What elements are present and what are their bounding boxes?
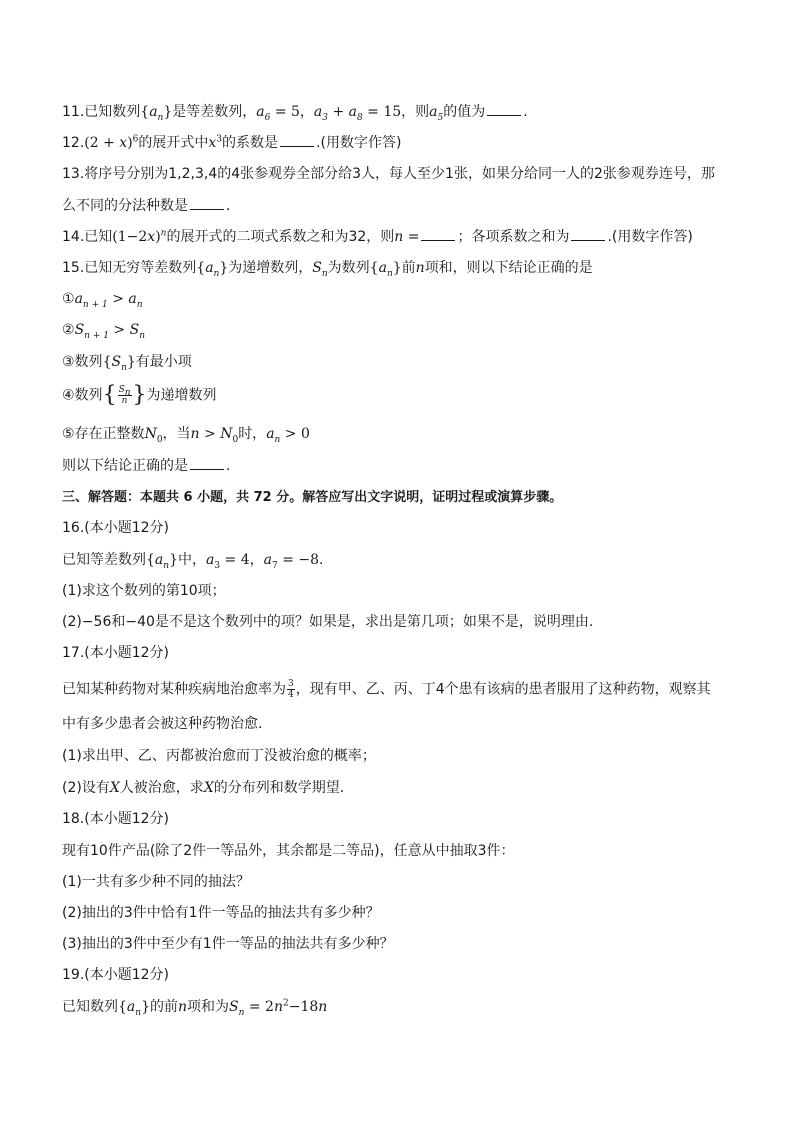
math: $a_n > 0$ <box>266 426 310 445</box>
question-19-stem <box>62 997 734 1017</box>
text: 的系数是 <box>222 135 279 151</box>
math: $n > N_0$ <box>190 426 239 445</box>
option-5 <box>62 424 734 444</box>
text: 么不同的分法种数是 <box>62 198 188 214</box>
text: ；各项系数之和为 <box>457 229 570 245</box>
question-17-part-2 <box>62 778 734 798</box>
text: 已知某种药物对某种疾病地治愈率为 <box>62 681 286 698</box>
text: ，现有甲、乙、丙、丁4个患有该病的患者服用了这种药物，观察其 <box>295 681 711 698</box>
option-1 <box>62 289 734 309</box>
question-16-heading: 16.(本小题12分) <box>62 520 170 536</box>
question-number: 12. <box>62 135 85 151</box>
text: 已知数列 <box>84 104 141 120</box>
math: n <box>178 999 188 1015</box>
section-heading: 三、解答题：本题共 6 小题，共 72 分。解答应写出文字说明，证明过程或演算步骤。 <box>62 490 563 505</box>
math-a6: $a_6 = 5$ <box>256 104 300 123</box>
text: .(用数字作答) <box>316 135 402 151</box>
question-15-tail <box>62 456 734 476</box>
fraction-numerator: 3 <box>288 679 294 689</box>
question-16-stem <box>62 550 734 570</box>
math-n-eq: n = <box>394 229 420 245</box>
text: ， <box>299 104 314 120</box>
option-2 <box>62 320 734 340</box>
text: (2)设有 <box>62 780 110 796</box>
question-13-line-2 <box>62 196 734 216</box>
text: . <box>523 104 528 120</box>
math-binomial: $(2 + x)^6$ <box>84 134 139 151</box>
math-seq: $\{a_n\}$ <box>146 552 178 571</box>
text: 前 <box>401 260 416 276</box>
question-number: 15. <box>62 260 85 276</box>
math: $S_{n + 1} > S_n$ <box>74 322 145 341</box>
text: 为数列 <box>327 260 370 276</box>
text: 的前 <box>150 999 178 1015</box>
answer-blank <box>487 103 521 116</box>
text: ， <box>249 552 264 568</box>
text: 的展开式中 <box>138 135 209 151</box>
text: 已知数列 <box>62 999 118 1015</box>
question-15 <box>62 258 734 278</box>
math-fraction: $\frac{S_n}{n}$ <box>118 385 131 406</box>
text: 则以下结论正确的是 <box>62 458 188 474</box>
text: 项和为 <box>187 999 230 1015</box>
answer-blank <box>190 197 224 210</box>
question-18-heading: 18.(本小题12分) <box>62 811 170 827</box>
question-17-stem-line-2: 中有多少患者会被这种药物治愈. <box>62 716 263 732</box>
text: 已知等差数列 <box>62 552 146 568</box>
question-number: 11. <box>62 104 85 120</box>
text: ，则 <box>401 104 430 120</box>
text: 为递增数列 <box>146 387 217 404</box>
text: 的展开式的二项式系数之和为32，则 <box>166 229 395 245</box>
math-seq: $\{a_n\}$ <box>140 104 173 123</box>
question-18-part-2: (2)抽出的3件中恰有1件一等品的抽法共有多少种？ <box>62 905 380 921</box>
math-sn: $S_n$ <box>312 260 328 279</box>
text: ② <box>62 322 75 338</box>
math-brace: } <box>132 382 147 408</box>
fraction-denominator: 4 <box>288 690 294 700</box>
text: ④数列 <box>62 387 103 404</box>
text: ⑤存在正整数 <box>62 426 145 442</box>
question-number: 14. <box>62 229 85 245</box>
answer-blank <box>421 228 455 241</box>
question-11 <box>62 102 734 122</box>
option-4 <box>62 382 734 408</box>
question-13-line-1: 13.将序号分别为1,2,3,4的4张参观券全部分给3人，每人至少1张，如果分给同一人的2张参观券连号，那 <box>62 166 715 182</box>
math-n: n <box>415 260 425 276</box>
text: 已知 <box>84 229 113 245</box>
text: 已知无穷等差数列 <box>84 260 197 276</box>
math: X <box>109 780 120 796</box>
math: $a_7 = -8$ <box>263 552 320 571</box>
question-17-heading: 17.(本小题12分) <box>62 645 170 661</box>
math: $a_{n + 1} > a_n$ <box>74 291 143 310</box>
text: ① <box>62 291 75 307</box>
question-18-part-3: (3)抽出的3件中至少有1件一等品的抽法共有多少种？ <box>62 936 394 952</box>
answer-blank <box>190 457 224 470</box>
question-18-part-1: (1)一共有多少种不同的抽法？ <box>62 874 250 890</box>
text: 人被治愈，求 <box>119 780 204 796</box>
math-seq: $\{a_n\}$ <box>369 260 402 279</box>
text: 的分布列和数学期望. <box>213 780 345 796</box>
math: $N_0$ <box>144 426 163 445</box>
text: ③数列 <box>62 354 103 370</box>
math-seq: $\{a_n\}$ <box>196 260 229 279</box>
option-3 <box>62 352 734 372</box>
text: 项和，则以下结论正确的是 <box>424 260 593 276</box>
question-18-stem: 现有10件产品(除了2件一等品外，其余都是二等品)，任意从中抽取3件： <box>62 843 515 859</box>
question-14 <box>62 227 734 247</box>
math-fraction <box>287 679 295 700</box>
text: ，当 <box>162 426 191 442</box>
question-17-stem <box>62 679 734 700</box>
math-x3: $x^3$ <box>208 134 223 151</box>
math: $S_n = 2n^2-18n$ <box>229 998 328 1018</box>
question-16-part-1: (1)求这个数列的第10项； <box>62 583 226 599</box>
text: 是等差数列， <box>172 104 257 120</box>
question-12 <box>62 133 734 153</box>
text: 的值为 <box>443 104 486 120</box>
math-brace: { <box>102 382 117 408</box>
math: $\{S_n\}$ <box>102 354 136 373</box>
math: X <box>203 780 214 796</box>
question-19-heading: 19.(本小题12分) <box>62 967 170 983</box>
text: . <box>319 552 324 568</box>
math-a5: $a_5$ <box>429 104 444 123</box>
answer-blank <box>280 134 314 147</box>
math-a3a8: $a_3 + a_8 = 15$ <box>313 104 402 123</box>
text: 中， <box>178 552 206 568</box>
math-seq: $\{a_n\}$ <box>118 999 150 1018</box>
text: .(用数字作答) <box>607 229 693 245</box>
question-17-part-1: (1)求出甲、乙、丙都被治愈而丁没被治愈的概率； <box>62 748 376 764</box>
question-16-part-2: (2)−56和−40是不是这个数列中的项？如果是，求出是第几项；如果不是，说明理由. <box>62 614 594 630</box>
answer-blank <box>571 228 605 241</box>
text: . <box>226 198 231 214</box>
math-binomial: $(1-2x)^n$ <box>112 228 167 245</box>
math: $a_3 = 4$ <box>206 552 250 571</box>
text: 有最小项 <box>135 354 192 370</box>
text: . <box>226 458 231 474</box>
text: 为递增数列， <box>228 260 313 276</box>
text: 时， <box>238 426 267 442</box>
